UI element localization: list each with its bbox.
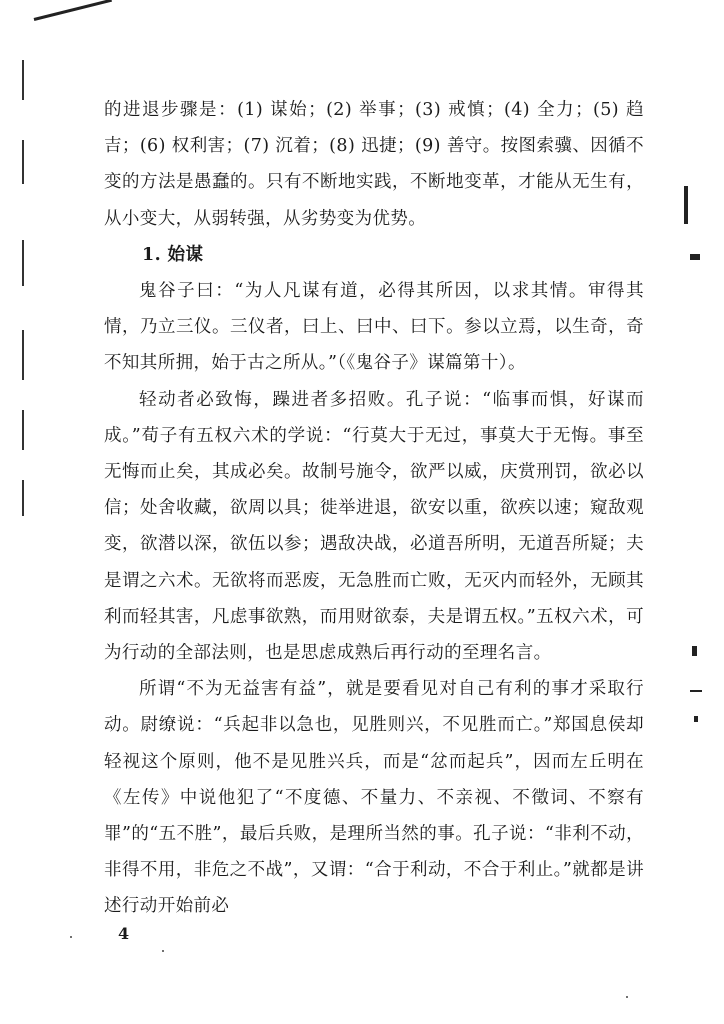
margin-mark <box>22 60 24 100</box>
scan-artifact-mark <box>690 690 702 692</box>
scan-speck <box>162 950 164 952</box>
scan-speck <box>626 996 628 998</box>
body-text <box>104 92 644 925</box>
paragraph: 轻动者必致悔，躁进者多招败。孔子说：“临事而惧，好谋而成。”荀子有五权六术的学说：“行莫大于无过，事莫大于无悔。事至无悔而止矣，其成必矣。故制号施令，欲严以威，庆赏刑罚，欲必以信；处舍收藏，欲周以具；徙举进退，欲安以重，欲疾以速；窥敌观变，欲潜以深，欲伍以参；遇敌决战，必道吾所明，无道吾所疑；夫是谓之六术。无欲将而恶废，无急胜而亡败，无灭内而轻外，无顾其利而轻其害，凡虑事欲熟，而用财欲泰，夫是谓五权。”五权六术，可为行动的全部法则，也是思虑成熟后再行动的至理名言。 <box>104 389 644 664</box>
scan-artifact-mark <box>690 254 700 260</box>
scan-artifact-line <box>34 0 112 21</box>
scan-speck <box>70 936 72 938</box>
margin-mark <box>22 140 24 184</box>
paragraph: 鬼谷子曰：“为人凡谋有道，必得其所因，以求其情。审得其情，乃立三仪。三仪者，曰上、曰中、曰下。参以立焉，以生奇，奇不知其所拥，始于古之所从。”（《鬼谷子》谋篇第十）。 <box>104 281 644 374</box>
margin-mark <box>22 330 24 380</box>
scan-artifact-mark <box>694 716 698 722</box>
section-heading: 1. 始谋 <box>142 244 204 265</box>
paragraph: 的进退步骤是：(1) 谋始；(2) 举事；(3) 戒慎；(4) 全力；(5) 趋吉；(6) 权利害；(7) 沉着；(8) 迅捷；(9) 善守。按图索骥、因循不变的方法是愚蠢的。只有不断地实践，不断地变革，才能从无生有，从小变大，从弱转强，从劣势变为优势。 <box>104 100 644 229</box>
paragraph: 所谓“不为无益害有益”，就是要看见对自己有利的事才采取行动。尉缭说：“兵起非以急也，见胜则兴，不见胜而亡。”郑国息侯却轻视这个原则，他不是见胜兴兵，而是“忿而起兵”，因而左丘明在《左传》中说他犯了“不度德、不量力、不亲视、不徵词、不察有罪”的“五不胜”，最后兵败，是理所当然的事。孔子说：“非利不动，非得不用，非危之不战”，又谓：“合于利动，不合于利止。”就都是讲述行动开始前必 <box>104 679 644 917</box>
margin-mark <box>22 480 24 516</box>
scan-artifact-mark <box>684 186 688 224</box>
page-number: 4 <box>118 924 130 943</box>
scan-artifact-mark <box>692 646 697 656</box>
margin-mark <box>22 240 24 286</box>
margin-mark <box>22 410 24 450</box>
